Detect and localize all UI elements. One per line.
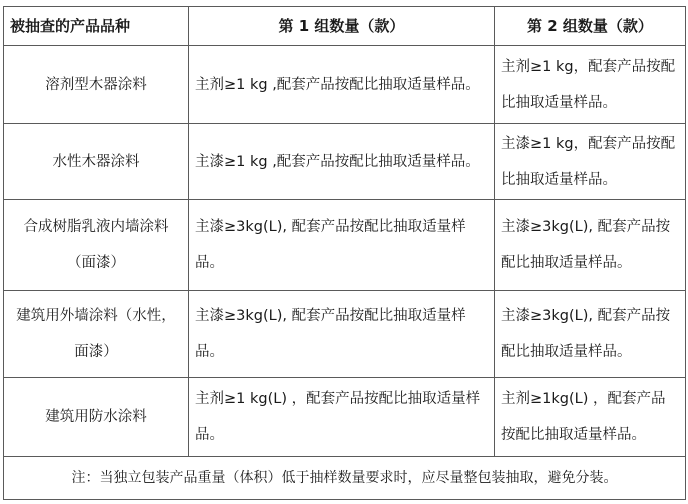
table-note-row	[4, 457, 686, 500]
group-2-quantity-cell: 主剂≥1 kg，配套产品按配比抽取适量样品。	[495, 46, 686, 124]
table-note: 注：当独立包装产品重量（体积）低于抽样数量要求时，应尽量整包装抽取，避免分装。	[4, 457, 686, 500]
header-group-1: 第 1 组数量（款）	[189, 7, 495, 46]
product-type-cell: 溶剂型木器涂料	[4, 46, 189, 124]
table-row	[4, 200, 686, 291]
product-type-cell: 建筑用外墙涂料（水性，面漆）	[4, 291, 189, 378]
product-type-cell: 建筑用防水涂料	[4, 378, 189, 457]
table-row	[4, 124, 686, 200]
group-1-quantity-cell: 主漆≥3kg(L), 配套产品按配比抽取适量样品。	[189, 200, 495, 291]
group-2-quantity-cell: 主剂≥1kg(L) ，配套产品按配比抽取适量样品。	[495, 378, 686, 457]
group-2-quantity-cell: 主漆≥3kg(L), 配套产品按配比抽取适量样品。	[495, 200, 686, 291]
header-product-type: 被抽查的产品品种	[4, 7, 189, 46]
table-row	[4, 378, 686, 457]
group-1-quantity-cell: 主剂≥1 kg(L) ，配套产品按配比抽取适量样品。	[189, 378, 495, 457]
product-type-cell: 水性木器涂料	[4, 124, 189, 200]
group-2-quantity-cell: 主漆≥3kg(L), 配套产品按配比抽取适量样品。	[495, 291, 686, 378]
product-type-cell: 合成树脂乳液内墙涂料（面漆）	[4, 200, 189, 291]
group-1-quantity-cell: 主漆≥3kg(L), 配套产品按配比抽取适量样品。	[189, 291, 495, 378]
group-2-quantity-cell: 主漆≥1 kg，配套产品按配比抽取适量样品。	[495, 124, 686, 200]
table-row	[4, 291, 686, 378]
header-group-2: 第 2 组数量（款）	[495, 7, 686, 46]
table-row	[4, 46, 686, 124]
group-1-quantity-cell: 主漆≥1 kg ,配套产品按配比抽取适量样品。	[189, 124, 495, 200]
table-header-row	[4, 7, 686, 46]
sampling-quantity-table	[3, 6, 686, 500]
group-1-quantity-cell: 主剂≥1 kg ,配套产品按配比抽取适量样品。	[189, 46, 495, 124]
